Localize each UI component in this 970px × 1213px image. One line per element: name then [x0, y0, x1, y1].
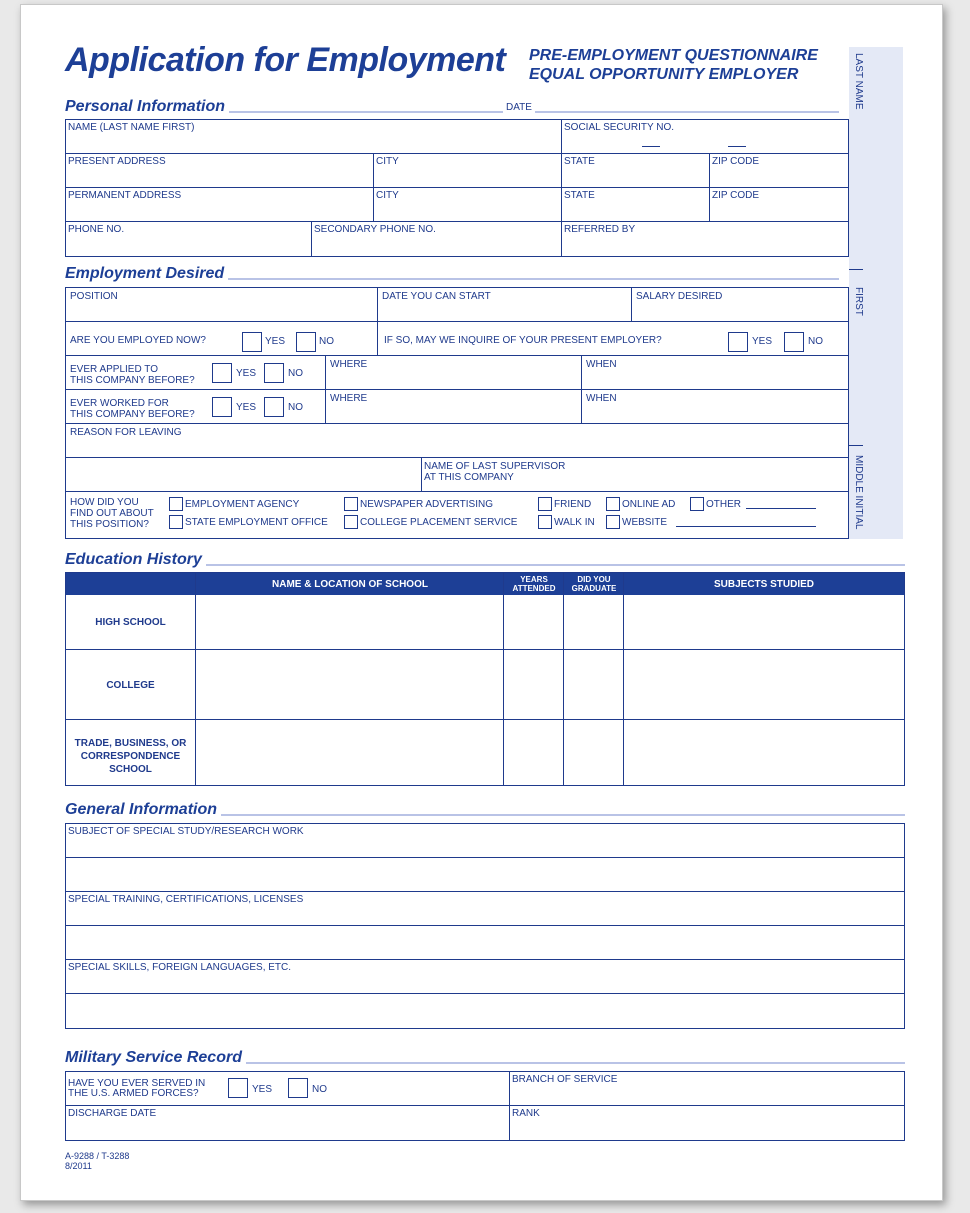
section-personal-heading: Personal Information: [65, 98, 229, 116]
name-field[interactable]: NAME (LAST NAME FIRST): [66, 120, 562, 154]
permanent-address-field[interactable]: PERMANENT ADDRESS: [66, 188, 374, 222]
permanent-state-field[interactable]: STATE: [562, 188, 710, 222]
form-number: A-9288 / T-3288: [65, 1151, 130, 1161]
section-military-heading: Military Service Record: [65, 1049, 246, 1067]
present-city-field[interactable]: CITY: [374, 154, 562, 188]
source-other-checkbox[interactable]: [690, 497, 704, 511]
name-side-strip: [849, 47, 903, 539]
applied-yes-checkbox[interactable]: [212, 363, 232, 383]
employment-desired-box: [65, 287, 849, 539]
other-fill-line: [746, 508, 816, 509]
date-start-field[interactable]: DATE YOU CAN START: [378, 288, 632, 322]
form-subtitle: [529, 46, 818, 84]
employed-no-checkbox[interactable]: [296, 332, 316, 352]
inquire-yes-checkbox[interactable]: [728, 332, 748, 352]
subtitle-line-2: EQUAL OPPORTUNITY EMPLOYER: [529, 66, 799, 83]
form-title: Application for Employment: [65, 41, 506, 79]
discharge-date-field[interactable]: DISCHARGE DATE: [66, 1106, 510, 1140]
inquire-row: IF SO, MAY WE INQUIRE OF YOUR PRESENT EMPLOYER? YES NO: [378, 322, 848, 356]
source-state-office-checkbox[interactable]: [169, 515, 183, 529]
col-school-name: NAME & LOCATION OF SCHOOL: [196, 579, 504, 590]
source-agency-checkbox[interactable]: [169, 497, 183, 511]
source-walkin-checkbox[interactable]: [538, 515, 552, 529]
worked-when-field[interactable]: WHEN: [582, 390, 848, 424]
col-did-you-graduate: DID YOU GRADUATE: [564, 575, 624, 593]
source-college-checkbox[interactable]: [344, 515, 358, 529]
secondary-phone-field[interactable]: SECONDARY PHONE NO.: [312, 222, 562, 256]
special-training-line-2[interactable]: [66, 926, 904, 960]
education-table: [65, 572, 905, 786]
employed-yes-checkbox[interactable]: [242, 332, 262, 352]
employed-now-row: ARE YOU EMPLOYED NOW? YES NO: [66, 322, 378, 356]
phone-field[interactable]: PHONE NO.: [66, 222, 312, 256]
source-website-checkbox[interactable]: [606, 515, 620, 529]
source-online-checkbox[interactable]: [606, 497, 620, 511]
present-zip-field[interactable]: ZIP CODE: [710, 154, 848, 188]
col-subjects-studied: SUBJECTS STUDIED: [624, 579, 904, 590]
general-info-box: [65, 823, 905, 1029]
side-middle-initial: MIDDLE INITIAL: [853, 455, 864, 530]
served-no-checkbox[interactable]: [288, 1078, 308, 1098]
high-school-name-field[interactable]: [196, 596, 503, 649]
served-row: HAVE YOU EVER SERVED IN THE U.S. ARMED FORCES? YES NO: [66, 1072, 510, 1106]
position-field[interactable]: POSITION: [66, 288, 378, 322]
worked-yes-checkbox[interactable]: [212, 397, 232, 417]
college-name-field[interactable]: [196, 650, 503, 719]
rank-field[interactable]: RANK: [512, 1108, 540, 1119]
row-trade-school: TRADE, BUSINESS, OR CORRESPONDENCE SCHOOL: [74, 738, 187, 775]
permanent-zip-field[interactable]: ZIP CODE: [710, 188, 848, 222]
applied-when-field[interactable]: WHEN: [582, 356, 848, 390]
source-newspaper-checkbox[interactable]: [344, 497, 358, 511]
side-tick-1: [849, 269, 863, 270]
trade-school-name-field[interactable]: [196, 720, 503, 785]
side-first: FIRST: [853, 287, 864, 316]
application-form-page: [20, 4, 943, 1201]
referred-by-field[interactable]: REFERRED BY: [564, 224, 636, 235]
inquire-no-checkbox[interactable]: [784, 332, 804, 352]
section-employment-heading: Employment Desired: [65, 265, 228, 283]
row-high-school: HIGH SCHOOL: [95, 617, 166, 628]
referral-source-row: HOW DID YOU FIND OUT ABOUT THIS POSITION? EMPLOYMENT AGENCY NEWSPAPER ADVERTISING FRIEND ONLINE AD OTHER STATE EMPLOYMENT OFFICE COLLEGE PLACEMENT SERVICE WALK IN WEBSITE: [66, 492, 848, 538]
applied-where-field[interactable]: WHERE: [326, 356, 582, 390]
special-training-field[interactable]: SPECIAL TRAINING, CERTIFICATIONS, LICENSES: [66, 892, 904, 926]
personal-info-box: [65, 119, 849, 257]
salary-field[interactable]: SALARY DESIRED: [632, 288, 848, 322]
side-tick-2: [849, 445, 863, 446]
section-education-heading: Education History: [65, 551, 206, 569]
form-footer: [65, 1151, 129, 1171]
side-last-name: LAST NAME: [853, 53, 864, 110]
source-friend-checkbox[interactable]: [538, 497, 552, 511]
worked-where-field[interactable]: WHERE: [326, 390, 582, 424]
present-address-field[interactable]: PRESENT ADDRESS: [66, 154, 374, 188]
special-skills-field[interactable]: SPECIAL SKILLS, FOREIGN LANGUAGES, ETC.: [66, 960, 904, 994]
special-study-field[interactable]: SUBJECT OF SPECIAL STUDY/RESEARCH WORK: [66, 824, 904, 858]
worked-before-row: EVER WORKED FOR THIS COMPANY BEFORE? YES NO: [66, 390, 326, 424]
last-supervisor-field[interactable]: NAME OF LAST SUPERVISOR AT THIS COMPANY: [422, 458, 848, 492]
military-box: [65, 1071, 905, 1141]
served-yes-checkbox[interactable]: [228, 1078, 248, 1098]
branch-field[interactable]: BRANCH OF SERVICE: [510, 1072, 904, 1106]
worked-no-checkbox[interactable]: [264, 397, 284, 417]
reason-continued-field[interactable]: [66, 458, 422, 492]
subtitle-line-1: PRE-EMPLOYMENT QUESTIONNAIRE: [529, 47, 818, 64]
section-general-heading: General Information: [65, 801, 221, 819]
form-revision-date: 8/2011: [65, 1161, 92, 1171]
reason-for-leaving-field[interactable]: REASON FOR LEAVING: [66, 424, 848, 458]
ssn-field[interactable]: SOCIAL SECURITY NO.: [562, 120, 848, 154]
website-fill-line: [676, 526, 816, 527]
permanent-city-field[interactable]: CITY: [374, 188, 562, 222]
special-skills-line-2[interactable]: [66, 994, 904, 1028]
applied-no-checkbox[interactable]: [264, 363, 284, 383]
row-college: COLLEGE: [106, 680, 155, 691]
special-study-line-2[interactable]: [66, 858, 904, 892]
applied-before-row: EVER APPLIED TO THIS COMPANY BEFORE? YES NO: [66, 356, 326, 390]
date-label: DATE: [503, 102, 535, 113]
present-state-field[interactable]: STATE: [562, 154, 710, 188]
col-years-attended: YEARS ATTENDED: [504, 575, 564, 593]
